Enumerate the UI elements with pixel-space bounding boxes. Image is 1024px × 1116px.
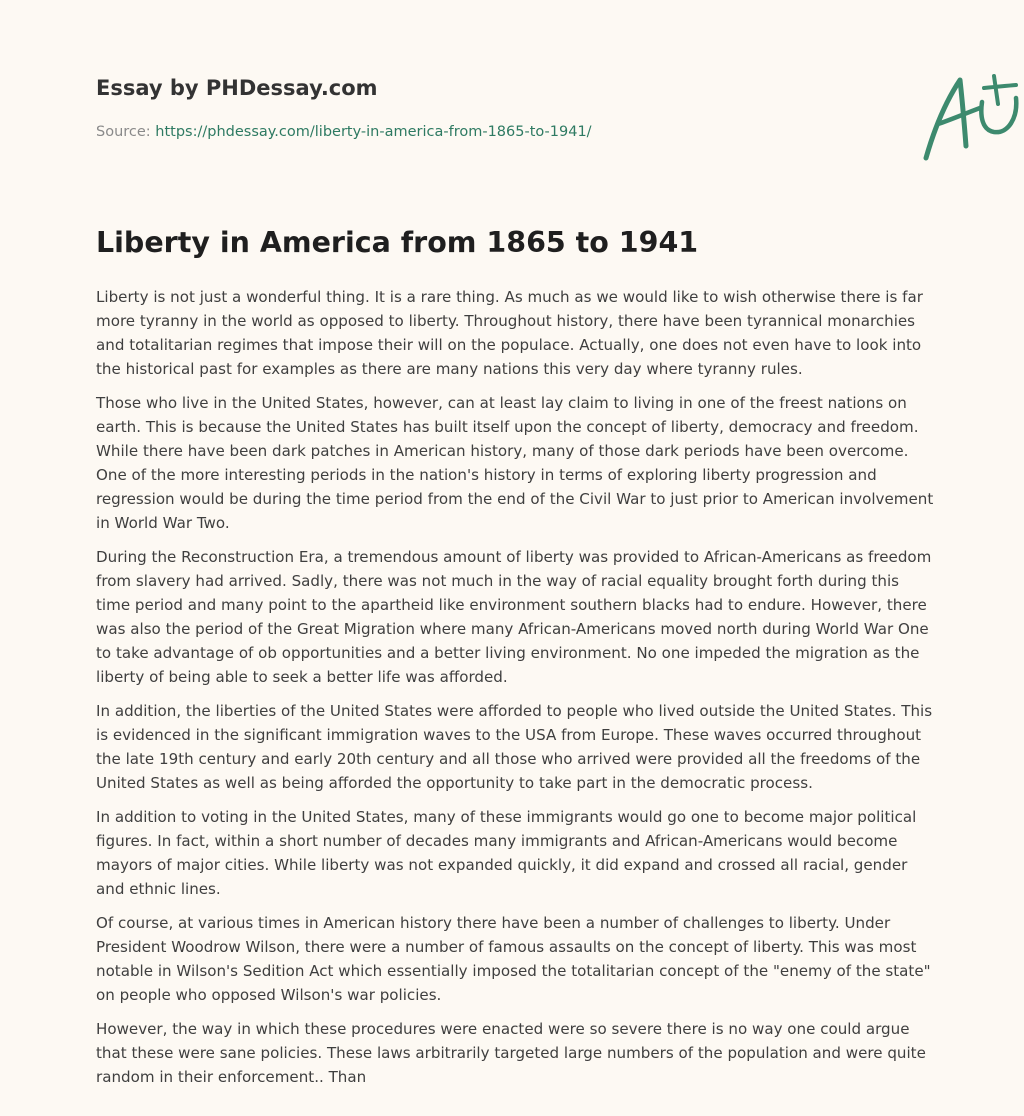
source-label: Source: — [96, 124, 156, 140]
essay-paragraph: During the Reconstruction Era, a tremendous amount of liberty was provided to African-Americans as freedom from slavery had arrived. Sadly, there was not much in the way of racial equality brought forth during this time period and many point to the apartheid like environment southern blacks had to endure. However, there was also the period of the Great Migration where many African-Americans moved north during World War One to take advantage of ob opportunities and a better living environment. No one impeded the migration as the liberty of being able to seek a better life was afforded. — [96, 548, 932, 686]
source-line — [96, 124, 592, 140]
essay-paragraph: In addition to voting in the United States, many of these immigrants would go one to become major political figures. In fact, within a short number of decades many immigrants and African-Americans would become mayors of major cities. While liberty was not expanded quickly, it did expand and crossed all racial, gender and ethnic lines. — [96, 808, 917, 898]
essay-title: Liberty in America from 1865 to 1941 — [96, 226, 699, 259]
essay-paragraph: However, the way in which these procedures were enacted were so severe there is no way one could argue that these were sane policies. These laws arbitrarily targeted large numbers of the population and were quite random in their enforcement.. Than — [96, 1020, 926, 1086]
essay-paragraph: Of course, at various times in American history there have been a number of challenges to liberty. Under President Woodrow Wilson, there were a number of famous assaults on the concept of liberty. This was most notable in Wilson's Sedition Act which essentially imposed the totalitarian concept of the "enemy of the state" on people who opposed Wilson's war policies. — [96, 914, 931, 1004]
site-brand: Essay by PHDessay.com — [96, 76, 378, 100]
essay-body — [96, 285, 936, 1099]
essay-paragraph: Those who live in the United States, however, can at least lay claim to living in one of the freest nations on earth. This is because the United States has built itself upon the concept of liberty, democracy and freedom. While there have been dark patches in American history, many of those dark periods have been overcome. One of the more interesting periods in the nation's history in terms of exploring liberty progression and regression would be during the time period from the end of the Civil War to just prior to American involvement in World War Two. — [96, 394, 934, 532]
source-link[interactable]: https://phdessay.com/liberty-in-america-from-1865-to-1941/ — [155, 124, 592, 140]
a-plus-logo-icon — [920, 68, 1024, 164]
essay-paragraph: Liberty is not just a wonderful thing. It is a rare thing. As much as we would like to wish otherwise there is far more tyranny in the world as opposed to liberty. Throughout history, there have been tyrannical monarchies and totalitarian regimes that impose their will on the populace. Actually, one does not even have to look into the historical past for examples as there are many nations this very day where tyranny rules. — [96, 288, 923, 378]
essay-paragraph: In addition, the liberties of the United States were afforded to people who lived outside the United States. This is evidenced in the significant immigration waves to the USA from Europe. These waves occurred throughout the late 19th century and early 20th century and all those who arrived were provided all the freedoms of the United States as well as being afforded the opportunity to take part in the democratic process. — [96, 702, 933, 792]
